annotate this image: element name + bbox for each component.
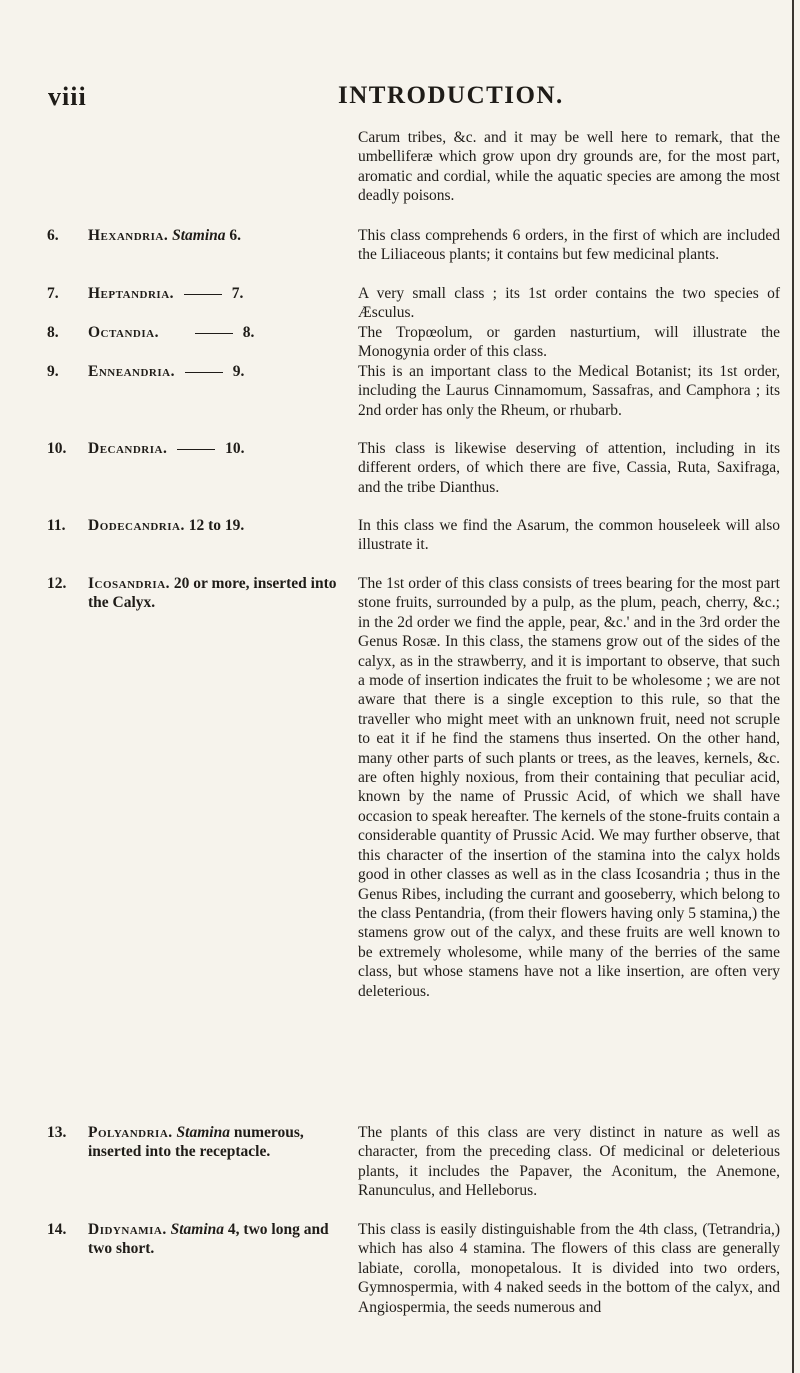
class-heading [88,1220,350,1259]
ditto-rule [177,449,215,450]
class-name: Didynamia. [88,1221,167,1238]
stamina-label: Stamina [172,227,226,244]
intro-paragraph: Carum tribes, &c. and it may be well here to remark, that the umbelliferæ which grow upon dry grounds are, for the most part, aromatic and cordial, while the aquatic species are among the most deadly poisons. [358,129,780,205]
class-number: 6. [47,227,59,244]
class-description: This class is easily distinguishable from the 4th class, (Tetrandria,) which has also 4 stamina. The flowers of this class are generally labiate, corolla, monopetalous. It is divided into two orders, Gymnospermia, with 4 naked seeds in the bottom of the calyx, and Angiospermia, the seeds numerous and [358,1221,780,1316]
class-heading [88,323,354,342]
class-number: 11. [47,517,66,534]
running-head: INTRODUCTION. [338,82,564,109]
class-heading [88,284,354,303]
class-name: Enneandria. [88,363,175,380]
class-description: In this class we find the Asarum, the common houseleek will also illustrate it. [358,517,780,554]
class-description: A very small class ; its 1st order contains the two species of Æsculus. [358,285,780,322]
class-description: The plants of this class are very distinct in nature as well as character, from the preceding class. Of medicinal or deleterious plants, it includes the Papaver, the Aconitum, the Anemone, Ranunculus, and Helleborus. [358,1124,780,1200]
stamina-count: 10. [225,440,245,457]
stamina-label: Stamina [176,1124,230,1141]
stamina-count: 7. [231,285,244,302]
class-number: 13. [47,1124,67,1141]
page-edge-shadow [792,0,794,1373]
class-name: Polyandria. [88,1124,173,1141]
stamina-count: 6. [229,227,242,244]
class-name: Octandia. [88,324,159,341]
stamina-count: 9. [232,363,245,380]
class-name: Icosandria. [88,575,171,592]
class-description: This class is likewise deserving of attention, including in its different orders, of which there are five, Cassia, Ruta, Saxifraga, and the tribe Dianthus. [358,440,780,496]
stamina-count: 12 to 19. [188,517,245,534]
class-heading [88,226,354,245]
stamina-note: numerous, inserted into the receptacle. [88,1124,304,1161]
ditto-rule [184,294,222,295]
class-number: 7. [47,285,59,302]
class-name: Decandria. [88,440,168,457]
class-heading [88,1123,326,1162]
class-name: Hexandria. [88,227,169,244]
class-description: The Tropœolum, or garden nasturtium, will illustrate the Monogynia order of this class. [358,324,780,361]
stamina-count: 8. [242,324,255,341]
stamina-count: 4, [227,1221,240,1238]
class-name: Dodecandria. [88,517,185,534]
class-heading [88,362,354,381]
class-description: The 1st order of this class consists of trees bearing for the most part stone fruits, surrounded by a pulp, as the plum, peach, cherry, &c.; in the 2d order we find the apple, pear, &c.' and in the 3rd order the Genus Rosæ. In this class, the stamens grow out of the sides of the calyx, as in the strawberry, and it is important to observe, that such a mode of insertion indicates the fruit to be wholesome ; we are not aware that there is a single exception to this rule, so that the traveller who might meet with an unknown fruit, need not scruple to eat it if he find the stamens thus inserted. On the other hand, many other parts of such plants or trees, as the leaves, kernels, &c. are often highly noxious, from their containing that peculiar acid, known by the name of Prussic Acid, of which we shall have occasion to speak hereafter. The kernels of the stone-fruits contain a considerable quantity of Prussic Acid. We may further observe, that this character of the insertion of the stamina into the calyx holds good in other classes as well as in the class Icosandria ; thus in the Genus Ribes, including the currant and gooseberry, which belong to the class Pentandria, (from their flowers having only 5 stamina,) the stamens grow out of the calyx, and these fruits are well known to be extremely wholesome, while many of the berries of the same class, but whose stamens have not a like insertion, are often very deleterious. [358,575,780,1000]
ditto-rule [195,333,233,334]
ditto-rule [185,372,223,373]
class-number: 9. [47,363,59,380]
class-number: 12. [47,575,67,592]
class-heading [88,439,354,458]
class-description: This is an important class to the Medical Botanist; its 1st order, including the Laurus Cinnamomum, Sassafras, and Camphora ; its 2nd order has only the Rheum, or rhubarb. [358,363,780,419]
class-heading [88,574,354,613]
class-heading [88,516,354,535]
class-number: 14. [47,1221,67,1238]
stamina-note: inserted into the Calyx. [88,575,337,612]
class-description: This class comprehends 6 orders, in the first of which are included the Liliaceous plants; it contains but few medicinal plants. [358,227,780,264]
class-name: Heptandria. [88,285,175,302]
stamina-note: two long and two short. [88,1221,329,1258]
stamina-label: Stamina [170,1221,225,1238]
stamina-count: 20 or more, [173,575,250,592]
class-number: 10. [47,440,67,457]
page-number: viii [48,82,87,111]
class-number: 8. [47,324,59,341]
